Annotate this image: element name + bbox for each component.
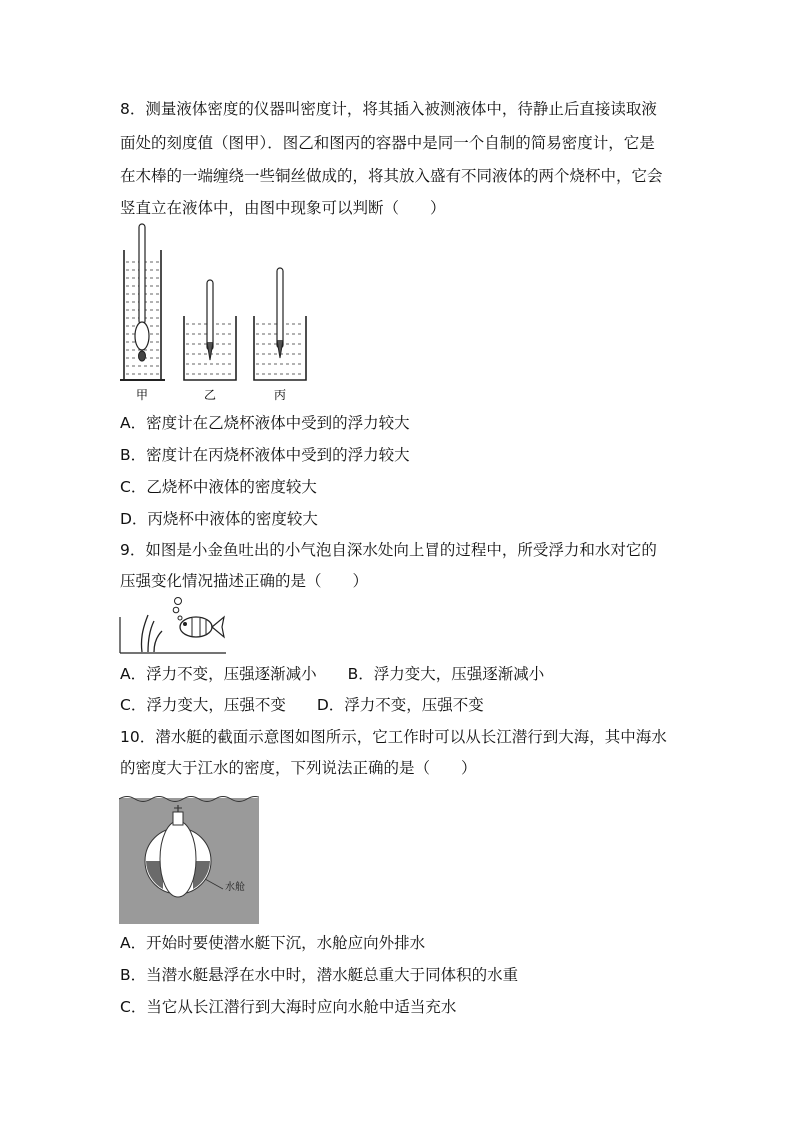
fish-icon [180,617,224,637]
q8-stem-line-4: 竖直立在液体中，由图中现象可以判断（ ） [120,199,446,217]
q9-options-line-2: C．浮力变大，压强不变 D．浮力不变，压强不变 [120,696,484,714]
q8-option-d: D．丙烧杯中液体的密度较大 [120,510,318,528]
q9-stem-line-1: 9．如图是小金鱼吐出的小气泡自深水处向上冒的过程中，所受浮力和水对它的 [120,541,657,559]
q10-stem-line-2: 的密度大于江水的密度，下列说法正确的是（ ） [120,759,477,777]
label-jia: 甲 [136,388,149,402]
q8-option-c: C．乙烧杯中液体的密度较大 [120,478,317,496]
label-bing: 丙 [274,388,287,402]
beaker-bing [254,268,306,380]
fish-bubble-figure [118,597,228,655]
q9-options-line-1: A．浮力不变，压强逐渐减小 B．浮力变大，压强逐渐减小 [120,665,545,683]
q10-option-b: B．当潜水艇悬浮在水中时，潜水艇总重大于同体积的水重 [120,966,519,984]
seaweed-icon [141,615,162,652]
cylinder-jia [120,224,165,380]
beaker-yi [184,280,236,380]
q8-stem-line-3: 在木棒的一端缠绕一些铜丝做成的，将其放入盛有不同液体的两个烧杯中，它会 [120,167,663,185]
water-tank-label: 水舱 [225,882,245,893]
hydrometer-figure [118,220,318,405]
q10-option-c: C．当它从长江潜行到大海时应向水舱中适当充水 [120,998,457,1016]
q10-stem-line-1: 10．潜水艇的截面示意图如图所示，它工作时可以从长江潜行到大海，其中海水 [120,728,667,746]
bubbles-icon [173,598,182,621]
q8-stem-line-1: 8．测量液体密度的仪器叫密度计，将其插入被测液体中，待静止后直接读取液 [120,100,657,118]
q10-option-a: A．开始时要使潜水艇下沉，水舱应向外排水 [120,934,426,952]
label-yi: 乙 [204,388,217,402]
q8-stem-line-2: 面处的刻度值（图甲）．图乙和图丙的容器中是同一个自制的简易密度计，它是 [120,134,655,152]
q9-stem-line-2: 压强变化情况描述正确的是（ ） [120,572,369,590]
submarine-figure [119,787,259,924]
q8-option-a: A．密度计在乙烧杯液体中受到的浮力较大 [120,414,410,432]
q8-option-b: B．密度计在丙烧杯液体中受到的浮力较大 [120,446,410,464]
